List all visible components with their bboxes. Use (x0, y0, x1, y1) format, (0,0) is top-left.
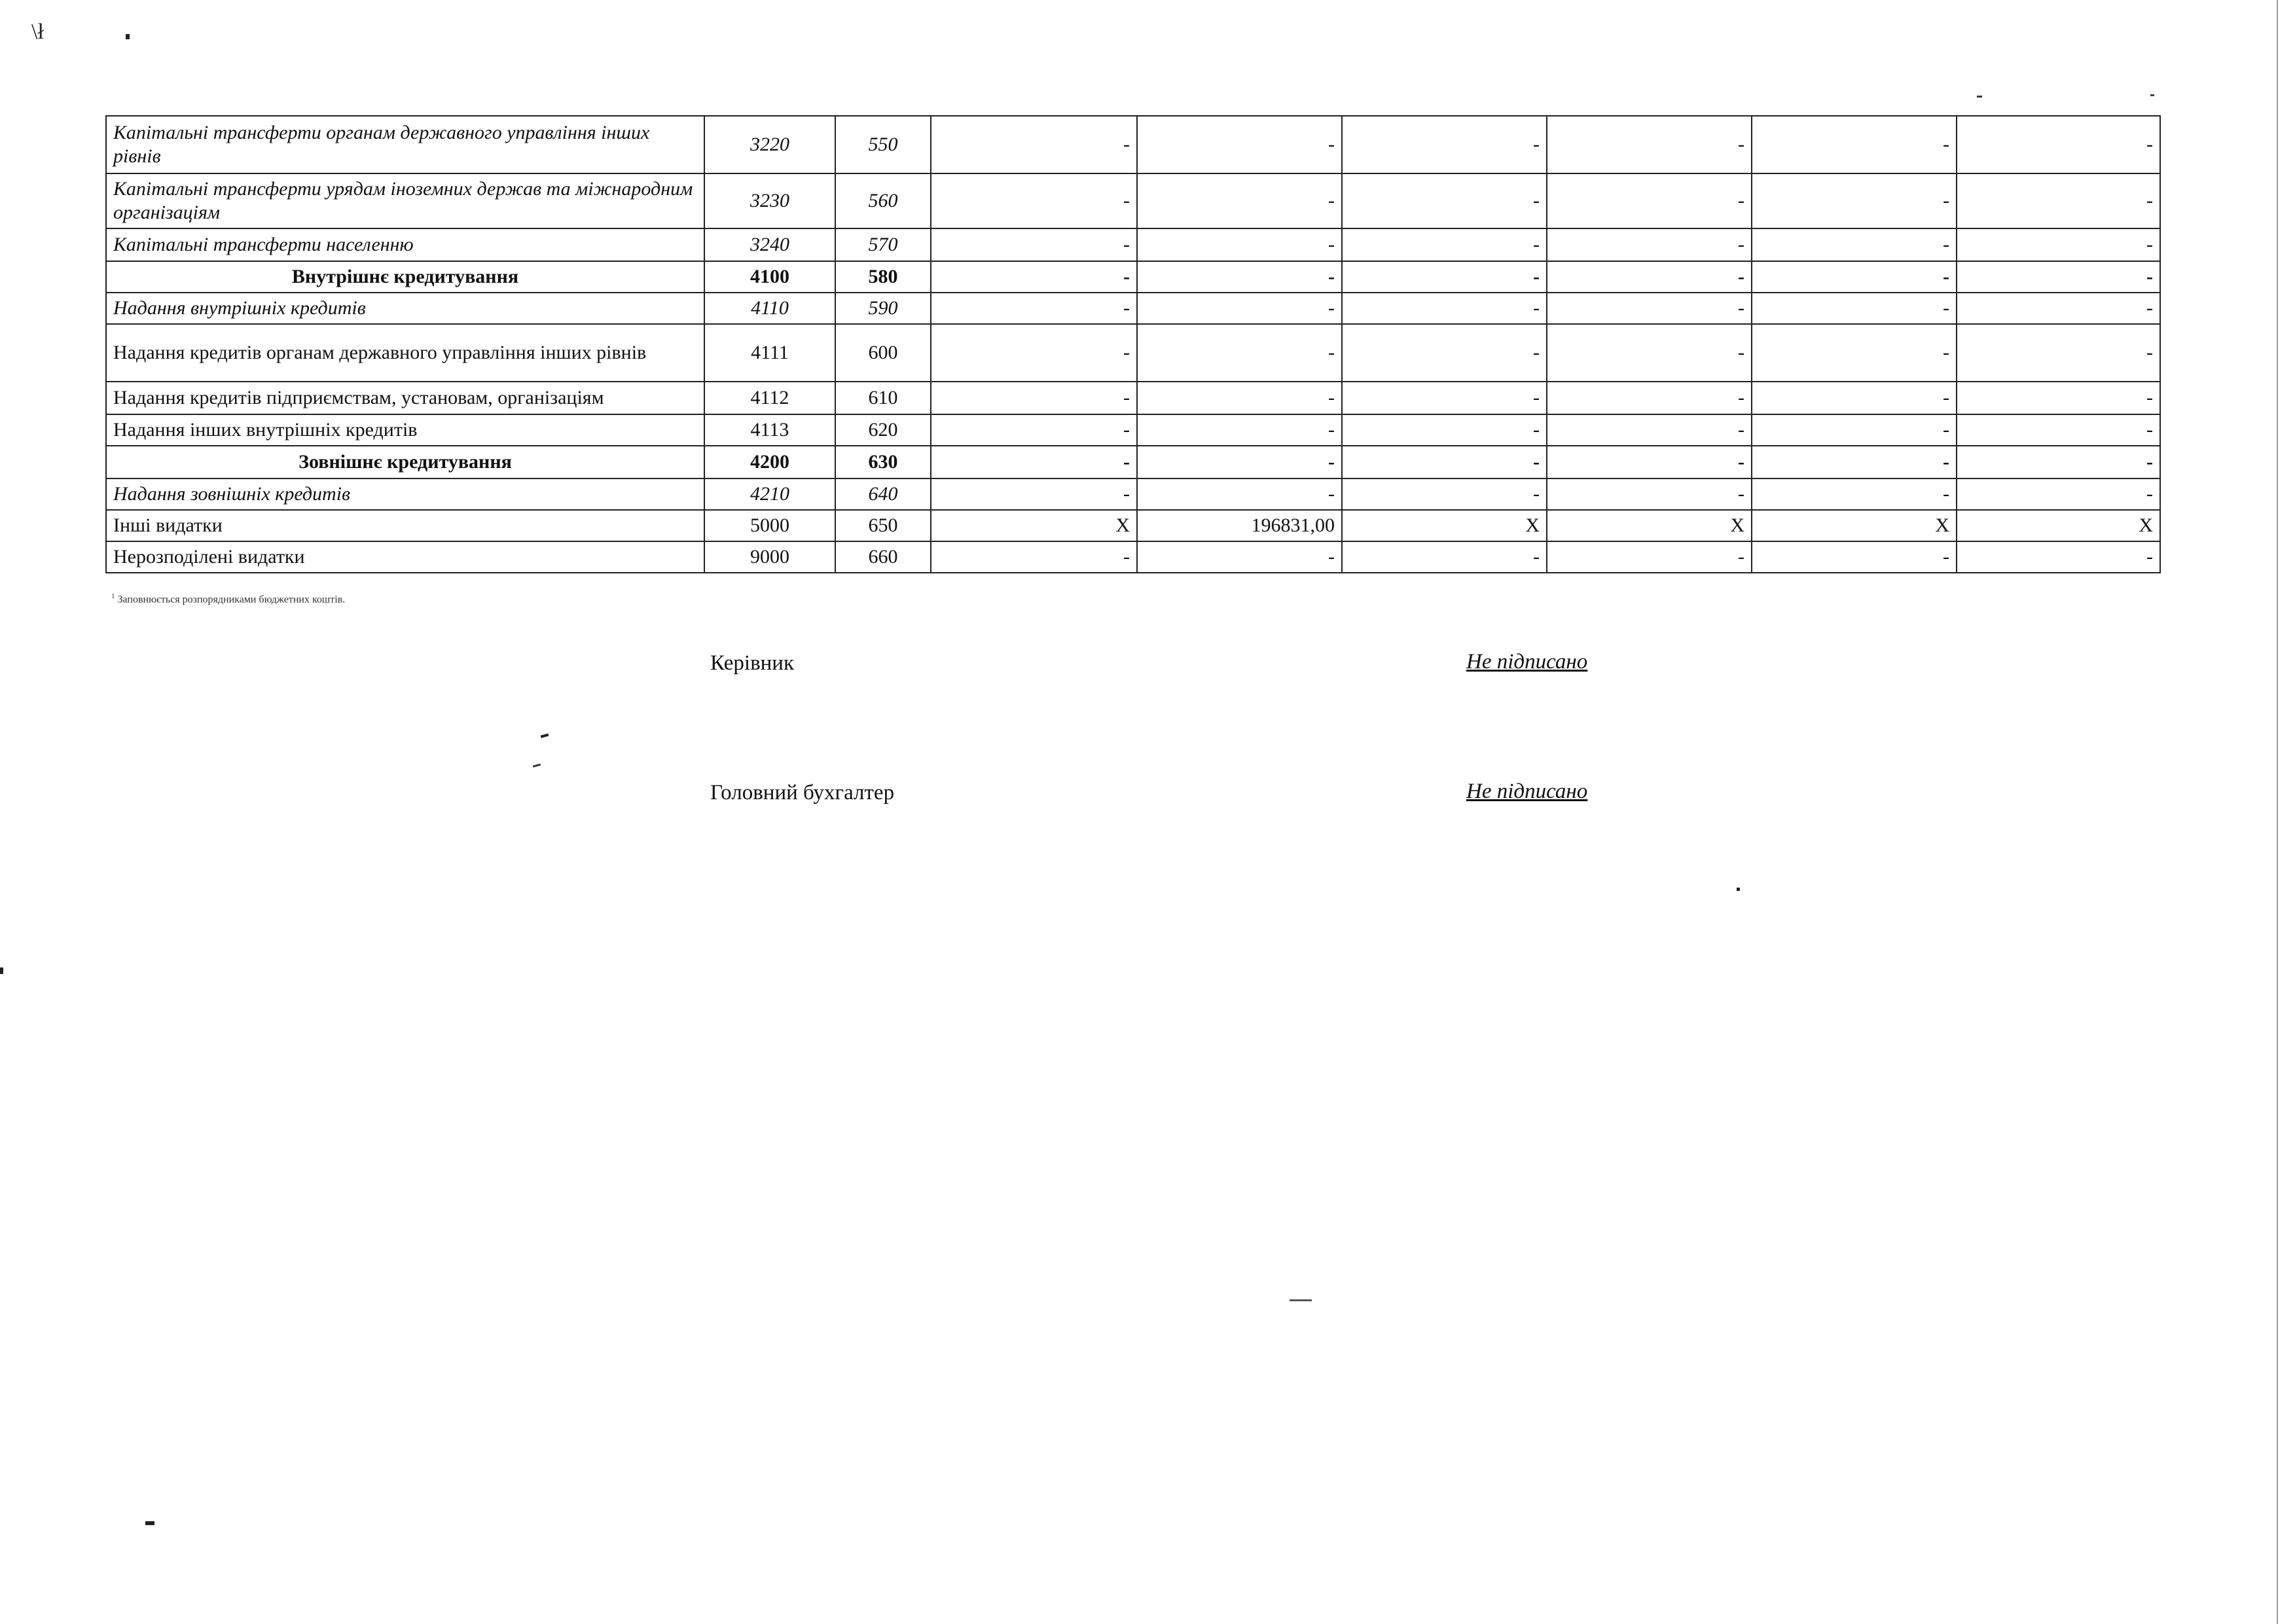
row-name-cell: Внутрішнє кредитування (106, 261, 704, 293)
value-cell: - (1137, 414, 1342, 446)
value-cell: - (931, 173, 1137, 228)
value-cell: - (1752, 116, 1957, 173)
value-cell: - (1957, 228, 2160, 261)
line-code-cell: 560 (835, 173, 931, 228)
table-row (106, 293, 2160, 324)
value-cell: - (1752, 228, 1957, 261)
row-name-cell: Надання внутрішніх кредитів (106, 293, 704, 324)
line-code-cell: 620 (835, 414, 931, 446)
value-cell: - (1957, 293, 2160, 324)
value-cell: - (1547, 541, 1752, 573)
value-cell: - (1137, 293, 1342, 324)
footnote-mark: 1 (111, 592, 115, 600)
value-cell: - (1957, 414, 2160, 446)
line-code-cell: 570 (835, 228, 931, 261)
value-cell: X (931, 510, 1137, 541)
economic-code-cell: 9000 (704, 541, 835, 573)
value-cell: - (1957, 446, 2160, 478)
row-name-cell: Надання зовнішніх кредитів (106, 478, 704, 510)
footnote (111, 592, 345, 605)
scan-speck (1290, 1299, 1312, 1301)
value-cell: - (1342, 261, 1547, 293)
scan-speck (0, 967, 3, 974)
table-body (106, 116, 2160, 573)
scan-speck (1737, 888, 1740, 891)
economic-code-cell: 5000 (704, 510, 835, 541)
signature-role-director: Керівник (710, 651, 795, 675)
value-cell: - (1957, 382, 2160, 414)
line-code-cell: 610 (835, 382, 931, 414)
value-cell: - (1342, 293, 1547, 324)
value-cell: - (1137, 541, 1342, 573)
scan-edge-line (2277, 0, 2278, 1624)
economic-code-cell: 4110 (704, 293, 835, 324)
value-cell: - (1752, 261, 1957, 293)
value-cell: - (1752, 541, 1957, 573)
value-cell: - (1752, 382, 1957, 414)
line-code-cell: 550 (835, 116, 931, 173)
value-cell: - (1137, 382, 1342, 414)
value-cell: - (1957, 116, 2160, 173)
value-cell: - (931, 478, 1137, 510)
table-row (106, 446, 2160, 478)
value-cell: - (1547, 446, 1752, 478)
value-cell: - (1957, 541, 2160, 573)
value-cell: - (1547, 261, 1752, 293)
value-cell: X (1342, 510, 1547, 541)
row-name-cell: Надання кредитів підприємствам, установам, організаціям (106, 382, 704, 414)
row-name-cell: Капітальні трансферти населенню (106, 228, 704, 261)
value-cell: - (1752, 324, 1957, 382)
table-row (106, 414, 2160, 446)
line-code-cell: 580 (835, 261, 931, 293)
row-name-cell: Надання інших внутрішніх кредитів (106, 414, 704, 446)
value-cell: 196831,00 (1137, 510, 1342, 541)
economic-code-cell: 4113 (704, 414, 835, 446)
value-cell: - (1342, 228, 1547, 261)
value-cell: - (1547, 478, 1752, 510)
table-row (106, 116, 2160, 173)
economic-code-cell: 4200 (704, 446, 835, 478)
value-cell: - (1342, 324, 1547, 382)
value-cell: - (1957, 261, 2160, 293)
table-row (106, 324, 2160, 382)
line-code-cell: 590 (835, 293, 931, 324)
value-cell: - (1752, 414, 1957, 446)
value-cell: - (931, 293, 1137, 324)
economic-code-cell: 3220 (704, 116, 835, 173)
value-cell: - (1547, 382, 1752, 414)
value-cell: - (931, 414, 1137, 446)
value-cell: - (1342, 116, 1547, 173)
value-cell: - (931, 446, 1137, 478)
line-code-cell: 650 (835, 510, 931, 541)
signature-status-director: Не підписано (1466, 650, 1588, 674)
signature-status-chief-accountant: Не підписано (1466, 780, 1588, 803)
value-cell: - (1137, 116, 1342, 173)
scan-speck (2150, 94, 2154, 96)
table-row (106, 228, 2160, 261)
value-cell: - (1342, 173, 1547, 228)
scan-speck (533, 763, 541, 767)
value-cell: - (931, 261, 1137, 293)
value-cell: - (1137, 324, 1342, 382)
value-cell: X (1547, 510, 1752, 541)
table-row (106, 261, 2160, 293)
line-code-cell: 630 (835, 446, 931, 478)
row-name-cell: Зовнішнє кредитування (106, 446, 704, 478)
value-cell: - (1547, 116, 1752, 173)
economic-code-cell: 3230 (704, 173, 835, 228)
economic-code-cell: 4112 (704, 382, 835, 414)
scan-speck (541, 734, 549, 738)
line-code-cell: 660 (835, 541, 931, 573)
value-cell: - (1752, 478, 1957, 510)
table-row (106, 382, 2160, 414)
signature-role-chief-accountant: Головний бухгалтер (710, 781, 895, 804)
economic-code-cell: 4100 (704, 261, 835, 293)
table-row (106, 478, 2160, 510)
value-cell: - (931, 228, 1137, 261)
footnote-text: Заповнюється розпорядниками бюджетних коштів. (117, 594, 346, 605)
value-cell: - (1137, 478, 1342, 510)
row-name-cell: Інші видатки (106, 510, 704, 541)
row-name-cell: Капітальні трансферти органам державного управління інших рівнів (106, 116, 704, 173)
line-code-cell: 600 (835, 324, 931, 382)
value-cell: X (1752, 510, 1957, 541)
value-cell: - (1137, 173, 1342, 228)
value-cell: - (1957, 324, 2160, 382)
table-row (106, 173, 2160, 228)
value-cell: - (1547, 228, 1752, 261)
value-cell: - (1137, 261, 1342, 293)
value-cell: - (1342, 382, 1547, 414)
value-cell: - (1547, 414, 1752, 446)
value-cell: - (1547, 324, 1752, 382)
value-cell: - (1342, 446, 1547, 478)
expenditure-table (105, 115, 2161, 573)
value-cell: - (1137, 228, 1342, 261)
value-cell: - (1957, 173, 2160, 228)
scan-mark-corner: \ł (31, 20, 44, 44)
scan-speck (126, 34, 130, 39)
value-cell: - (1342, 478, 1547, 510)
row-name-cell: Надання кредитів органам державного управління інших рівнів (106, 324, 704, 382)
value-cell: - (931, 541, 1137, 573)
value-cell: - (1547, 293, 1752, 324)
value-cell: - (931, 382, 1137, 414)
line-code-cell: 640 (835, 478, 931, 510)
value-cell: - (931, 116, 1137, 173)
value-cell: - (1342, 541, 1547, 573)
value-cell: - (1547, 173, 1752, 228)
value-cell: - (1957, 478, 2160, 510)
value-cell: - (1342, 414, 1547, 446)
scan-speck (1977, 96, 1982, 98)
row-name-cell: Капітальні трансферти урядам іноземних держав та міжнародним організаціям (106, 173, 704, 228)
value-cell: - (1752, 173, 1957, 228)
value-cell: - (1137, 446, 1342, 478)
economic-code-cell: 4111 (704, 324, 835, 382)
value-cell: - (931, 324, 1137, 382)
value-cell: X (1957, 510, 2160, 541)
value-cell: - (1752, 293, 1957, 324)
value-cell: - (1752, 446, 1957, 478)
economic-code-cell: 3240 (704, 228, 835, 261)
table-row (106, 541, 2160, 573)
table-row (106, 510, 2160, 541)
scan-speck (145, 1521, 154, 1525)
economic-code-cell: 4210 (704, 478, 835, 510)
row-name-cell: Нерозподілені видатки (106, 541, 704, 573)
